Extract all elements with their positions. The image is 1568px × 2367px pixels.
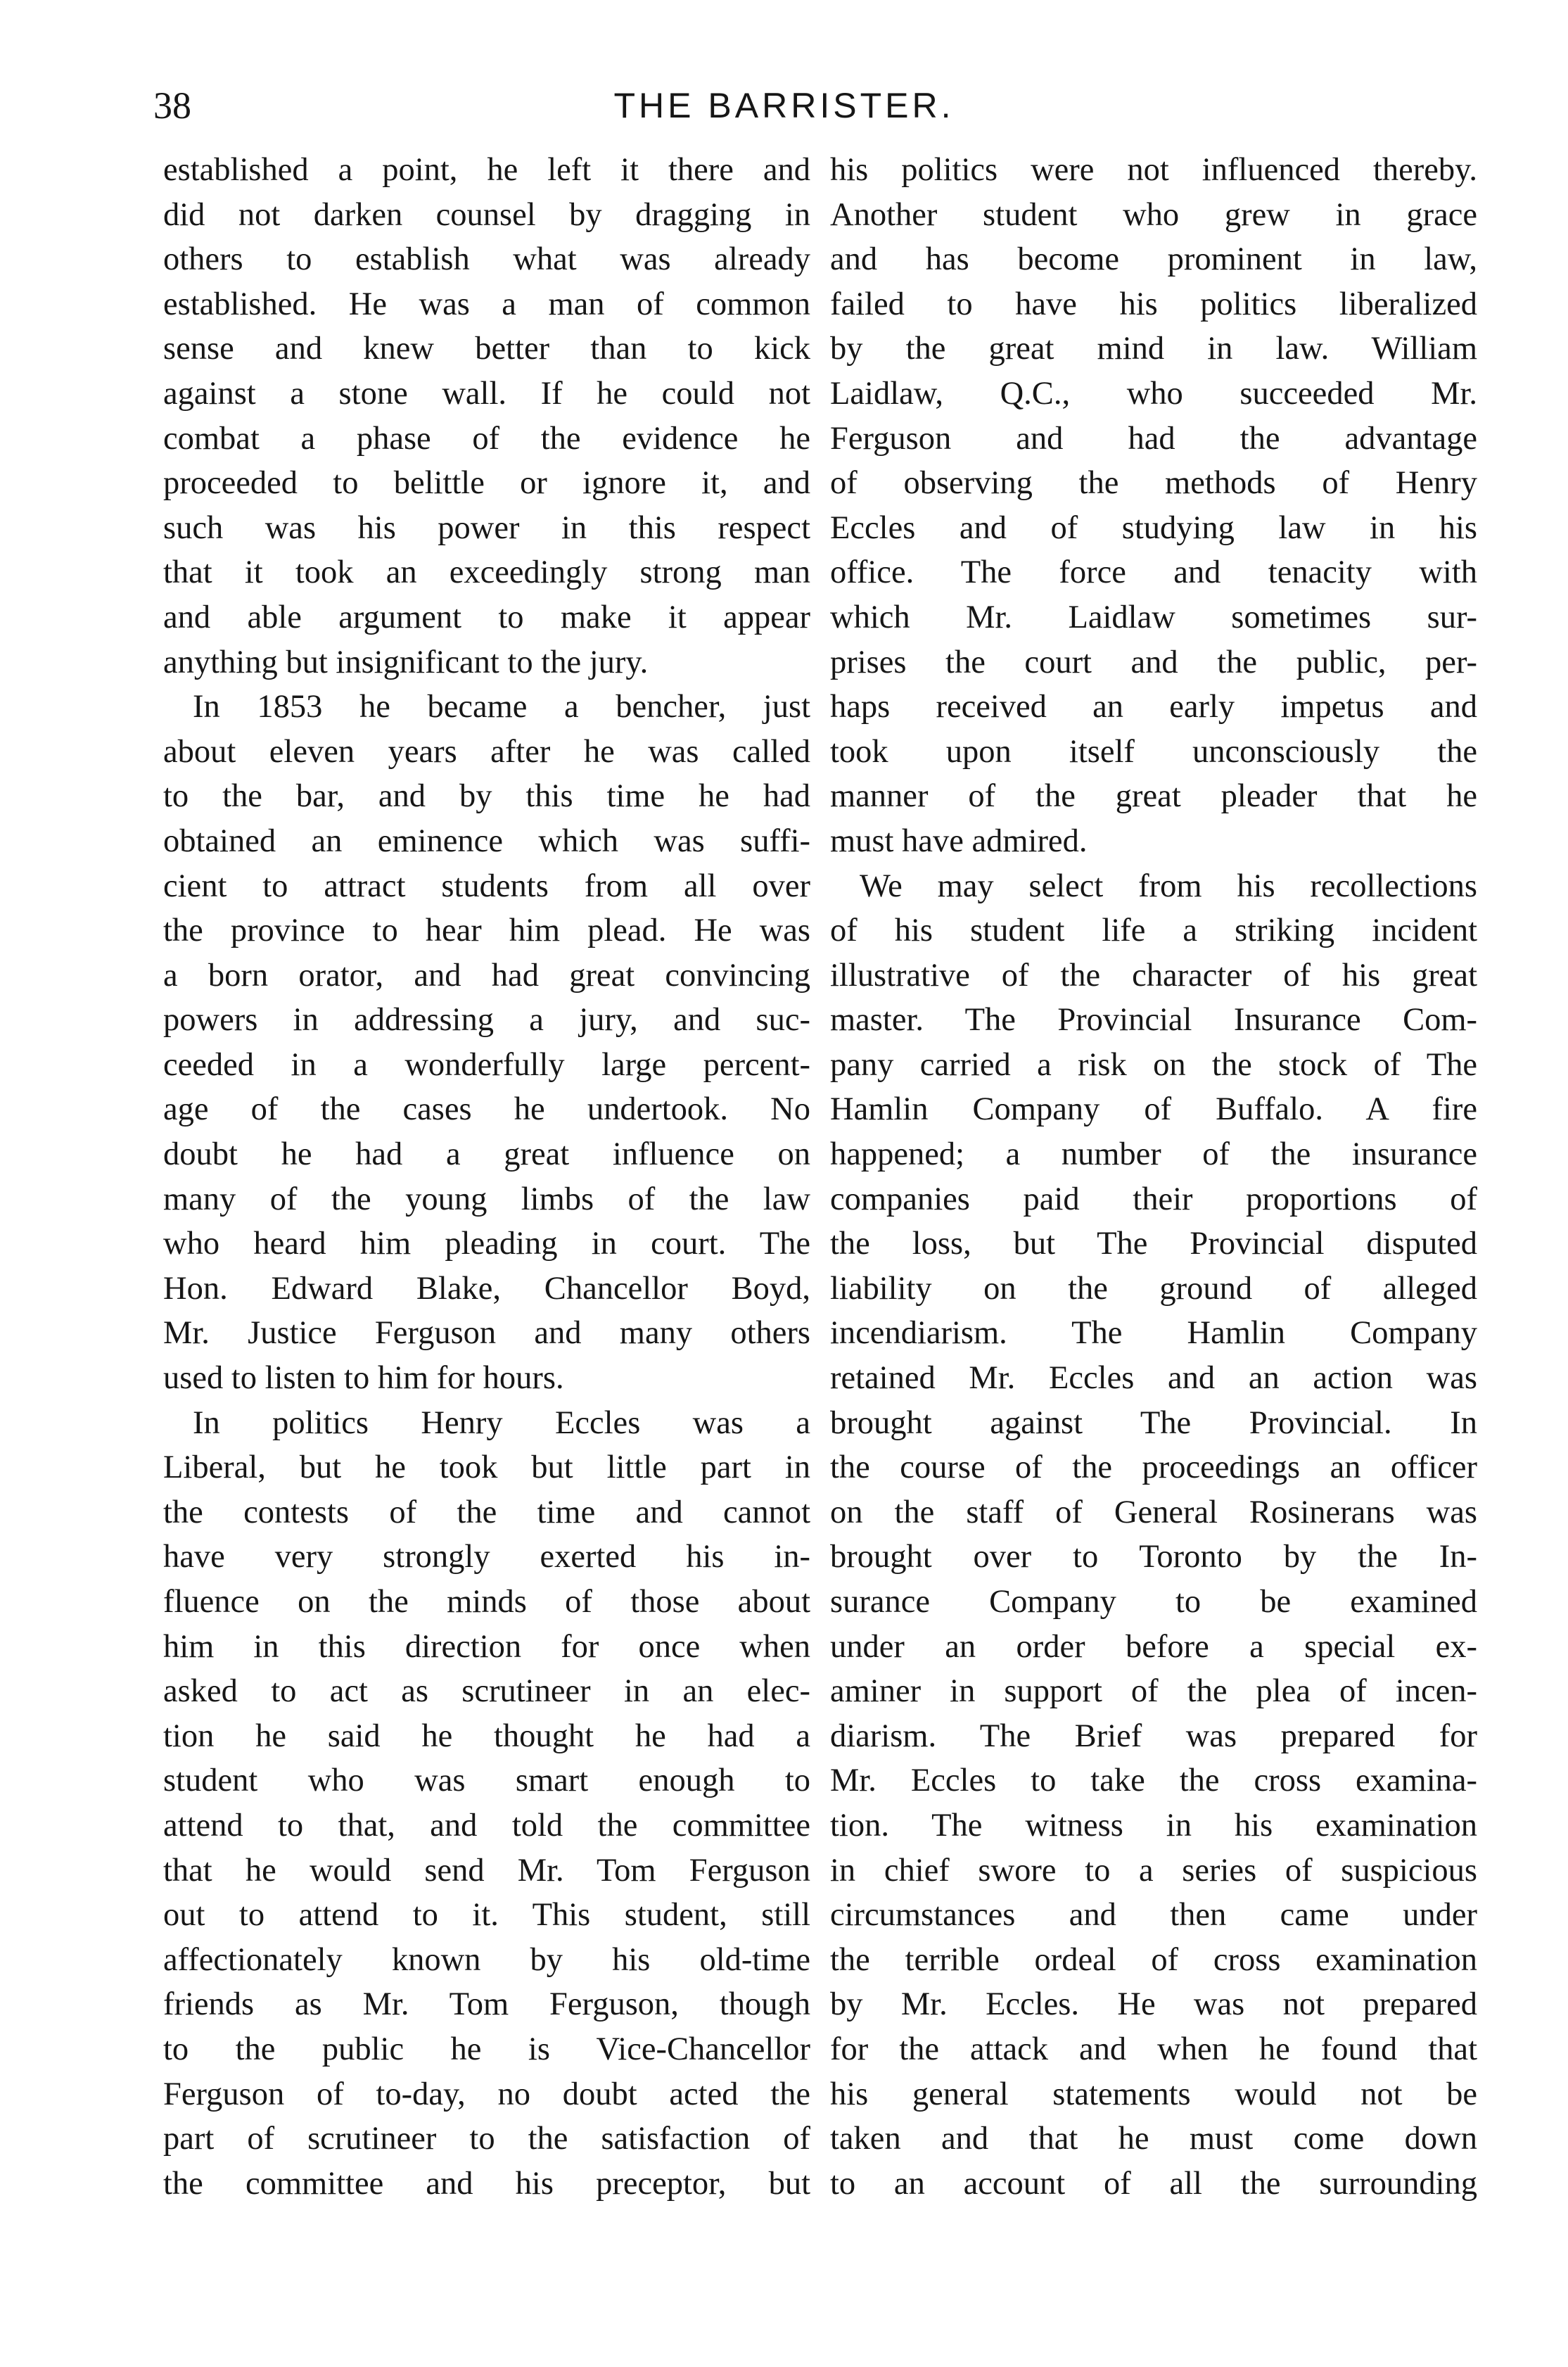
text-line: taken and that he must come down	[830, 2121, 1477, 2157]
text-line: obtained an eminence which was suffi-	[163, 823, 810, 859]
text-line: out to attend to it. This student, still	[163, 1897, 810, 1934]
text-line: pany carried a risk on the stock of The	[830, 1046, 1477, 1083]
text-line: the contests of the time and cannot	[163, 1494, 810, 1530]
left-column	[163, 148, 810, 2206]
text-line: proceeded to belittle or ignore it, and	[163, 465, 810, 502]
text-line: Ferguson and had the advantage	[830, 420, 1477, 457]
text-line: fluence on the minds of those about	[163, 1584, 810, 1620]
text-line: combat a phase of the evidence he	[163, 420, 810, 457]
text-line: the course of the proceedings an officer	[830, 1449, 1477, 1486]
text-line: Laidlaw, Q.C., who succeeded Mr.	[830, 375, 1477, 412]
text-line: circumstances and then came under	[830, 1897, 1477, 1934]
text-line: to the bar, and by this time he had	[163, 778, 810, 815]
text-line: attend to that, and told the committee	[163, 1807, 810, 1844]
text-line: brought over to Toronto by the In-	[830, 1539, 1477, 1575]
paragraph	[830, 864, 1477, 2207]
text-line: In politics Henry Eccles was a	[193, 1404, 810, 1441]
text-line: took upon itself unconsciously the	[830, 733, 1477, 770]
paragraph	[163, 148, 810, 685]
text-line: such was his power in this respect	[163, 509, 810, 546]
text-line: liability on the ground of alleged	[830, 1270, 1477, 1307]
text-line: under an order before a special ex-	[830, 1628, 1477, 1665]
text-line: established a point, he left it there and	[163, 152, 810, 188]
text-line: of his student life a striking incident	[830, 913, 1477, 949]
text-line: friends as Mr. Tom Ferguson, though	[163, 1986, 810, 2023]
text-line: Liberal, but he took but little part in	[163, 1449, 810, 1486]
text-line: diarism. The Brief was prepared for	[830, 1718, 1477, 1754]
text-line: part of scrutineer to the satisfaction of	[163, 2121, 810, 2157]
text-line: We may select from his recollections	[860, 868, 1477, 904]
text-line: anything but insignificant to the jury.	[163, 644, 649, 680]
text-line: others to establish what was already	[163, 241, 810, 278]
text-line: against a stone wall. If he could not	[163, 375, 810, 412]
text-line: tion. The witness in his examination	[830, 1807, 1477, 1844]
text-line: illustrative of the character of his great	[830, 957, 1477, 994]
text-line: Mr. Justice Ferguson and many others	[163, 1315, 810, 1352]
text-line: many of the young limbs of the law	[163, 1181, 810, 1217]
text-line: did not darken counsel by dragging in	[163, 196, 810, 233]
text-line: Hamlin Company of Buffalo. A fire	[830, 1091, 1477, 1128]
text-line: and has become prominent in law,	[830, 241, 1477, 278]
text-line: who heard him pleading in court. The	[163, 1226, 810, 1262]
paragraph	[830, 148, 1477, 864]
text-line: about eleven years after he was called	[163, 733, 810, 770]
text-line: the province to hear him plead. He was	[163, 913, 810, 949]
text-line: the terrible ordeal of cross examination	[830, 1941, 1477, 1978]
text-line: for the attack and when he found that	[830, 2031, 1477, 2067]
text-line: tion he said he thought he had a	[163, 1718, 810, 1754]
text-line: and able argument to make it appear	[163, 599, 810, 635]
text-line: incendiarism. The Hamlin Company	[830, 1315, 1477, 1352]
text-line: cient to attract students from all over	[163, 868, 810, 904]
text-line: In 1853 he became a bencher, just	[193, 689, 810, 725]
text-line: which Mr. Laidlaw sometimes sur-	[830, 599, 1477, 635]
text-line: aminer in support of the plea of incen-	[830, 1673, 1477, 1710]
text-line: have very strongly exerted his in-	[163, 1539, 810, 1575]
text-line: established. He was a man of common	[163, 286, 810, 322]
text-line: Eccles and of studying law in his	[830, 509, 1477, 546]
text-line: by the great mind in law. William	[830, 331, 1477, 367]
text-line: Another student who grew in grace	[830, 196, 1477, 233]
text-line: prises the court and the public, per-	[830, 644, 1477, 680]
text-line: his general statements would not be	[830, 2076, 1477, 2112]
text-line: student who was smart enough to	[163, 1763, 810, 1799]
text-line: must have admired.	[830, 823, 1088, 859]
text-line: sense and knew better than to kick	[163, 331, 810, 367]
text-line: affectionately known by his old-time	[163, 1941, 810, 1978]
text-line: Hon. Edward Blake, Chancellor Boyd,	[163, 1270, 810, 1307]
text-line: to an account of all the surrounding	[830, 2165, 1477, 2202]
text-line: master. The Provincial Insurance Com-	[830, 1002, 1477, 1039]
text-line: of observing the methods of Henry	[830, 465, 1477, 502]
text-line: to the public he is Vice-Chancellor	[163, 2031, 810, 2067]
text-line: that he would send Mr. Tom Ferguson	[163, 1852, 810, 1889]
text-line: powers in addressing a jury, and suc-	[163, 1002, 810, 1039]
text-line: on the staff of General Rosinerans was	[830, 1494, 1477, 1530]
text-line: office. The force and tenacity with	[830, 554, 1477, 591]
text-line: age of the cases he undertook. No	[163, 1091, 810, 1128]
text-line: asked to act as scrutineer in an elec-	[163, 1673, 810, 1710]
text-line: by Mr. Eccles. He was not prepared	[830, 1986, 1477, 2023]
text-line: his politics were not influenced thereby.	[830, 152, 1477, 188]
text-line: ceeded in a wonderfully large percent-	[163, 1046, 810, 1083]
text-line: in chief swore to a series of suspicious	[830, 1852, 1477, 1889]
text-line: failed to have his politics liberalized	[830, 286, 1477, 322]
text-line: the committee and his preceptor, but	[163, 2165, 810, 2202]
text-line: Ferguson of to-day, no doubt acted the	[163, 2076, 810, 2112]
running-title: THE BARRISTER.	[613, 86, 955, 125]
text-line: happened; a number of the insurance	[830, 1136, 1477, 1173]
page-header	[0, 77, 1568, 134]
page-number: 38	[153, 84, 191, 127]
text-line: doubt he had a great influence on	[163, 1136, 810, 1173]
text-line: retained Mr. Eccles and an action was	[830, 1360, 1477, 1397]
text-line: a born orator, and had great convincing	[163, 957, 810, 994]
right-column	[830, 148, 1477, 2206]
text-line: used to listen to him for hours.	[163, 1360, 564, 1397]
text-line: manner of the great pleader that he	[830, 778, 1477, 815]
paragraph	[163, 1401, 810, 2207]
text-line: brought against The Provincial. In	[830, 1404, 1477, 1441]
text-line: surance Company to be examined	[830, 1584, 1477, 1620]
text-line: the loss, but The Provincial disputed	[830, 1226, 1477, 1262]
text-line: Mr. Eccles to take the cross examina-	[830, 1763, 1477, 1799]
text-line: that it took an exceedingly strong man	[163, 554, 810, 591]
text-line: companies paid their proportions of	[830, 1181, 1477, 1217]
text-line: haps received an early impetus and	[830, 689, 1477, 725]
paragraph	[163, 685, 810, 1401]
text-line: him in this direction for once when	[163, 1628, 810, 1665]
